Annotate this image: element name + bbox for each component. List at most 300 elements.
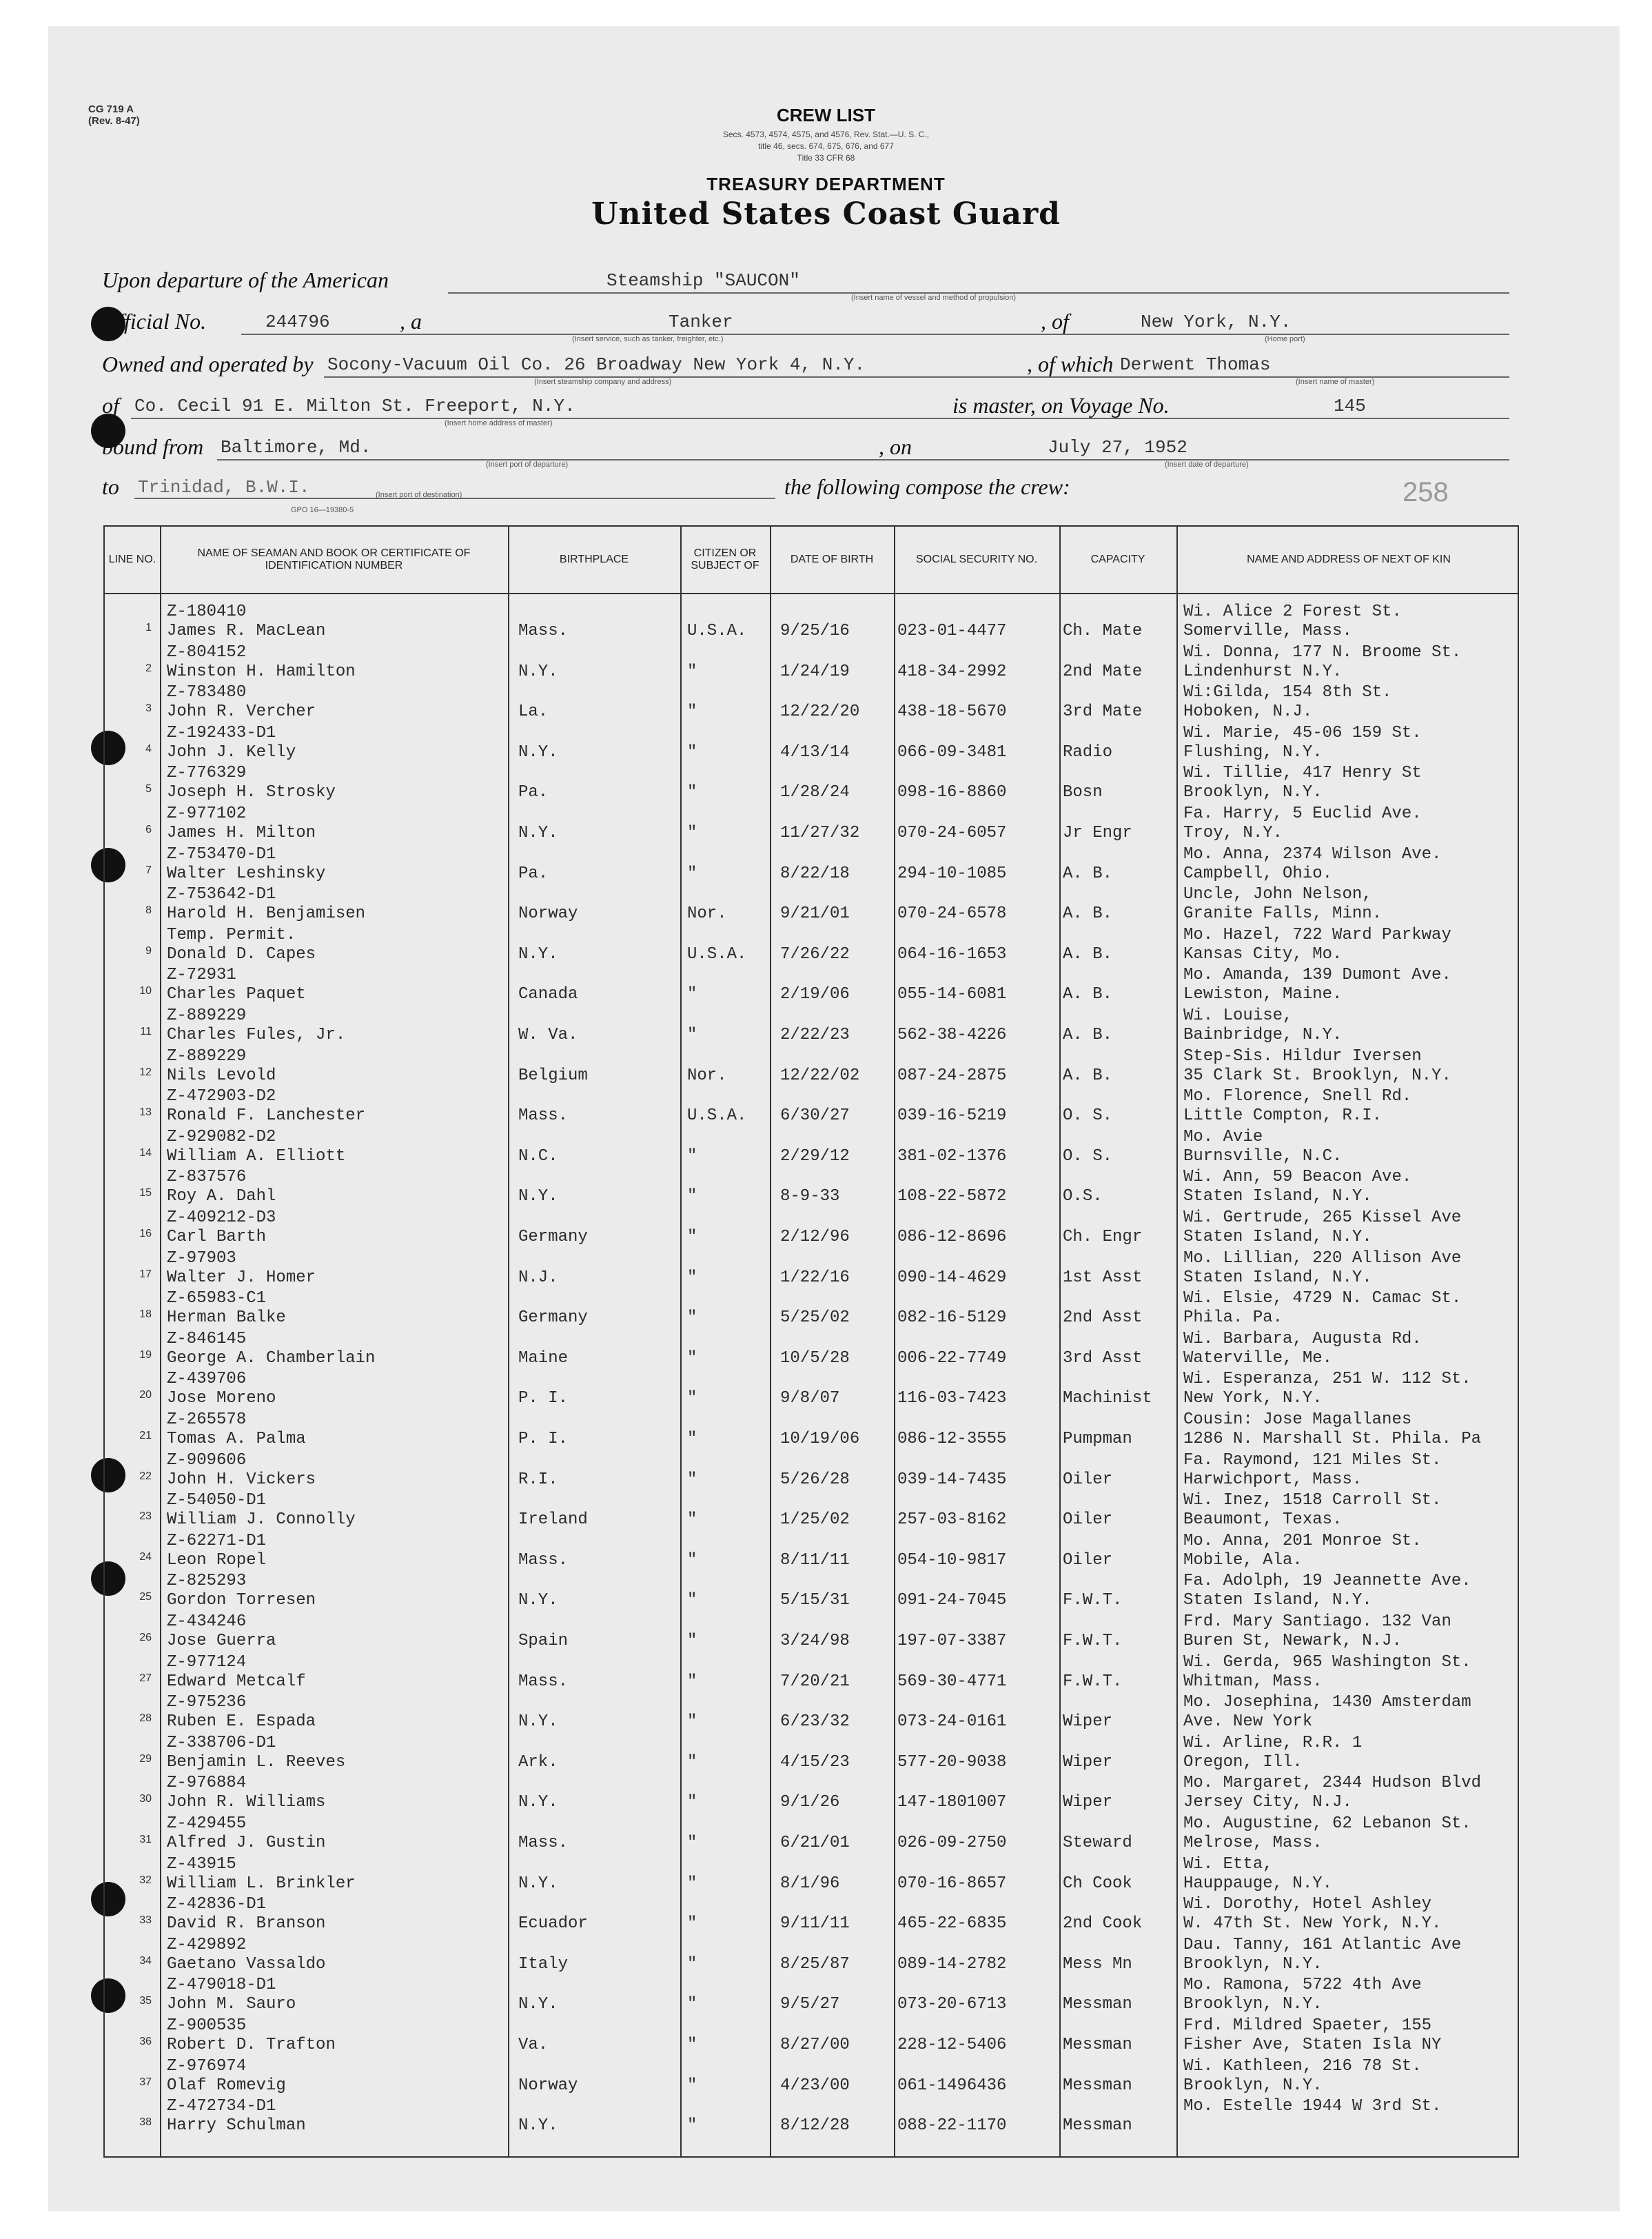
next-of-kin-line2: Jersey City, N.J. [1183,1793,1352,1812]
citizenship: " [687,702,697,722]
crew-row [105,1086,1518,1126]
seaman-name: Harold H. Benjamisen [167,904,366,924]
seaman-name: James R. MacLean [167,622,326,640]
crew-row [105,642,1518,682]
date-of-birth: 2/12/96 [780,1228,850,1246]
crew-row [105,924,1518,964]
crew-row [105,1005,1518,1045]
next-of-kin-line2: Beaumont, Texas. [1183,1510,1343,1530]
seaman-book-number: Temp. Permit. [167,925,296,944]
capacity: Radio [1063,742,1113,762]
master-name: Derwent Thomas [1120,354,1271,375]
birthplace: N.Y. [518,1995,558,2014]
seaman-name: Roy A. Dahl [167,1187,276,1206]
social-security-number: 087-24-2875 [897,1066,1007,1085]
next-of-kin-line1: Wi. Gertrude, 265 Kissel Ave [1183,1208,1462,1227]
citizenship: " [687,1672,697,1691]
social-security-number: 089-14-2782 [897,1954,1007,1974]
next-of-kin-line1: Fa. Raymond, 121 Miles St. [1183,1450,1442,1470]
capacity: Messman [1063,2116,1132,2136]
line-number: 18 [139,1308,152,1321]
destination-port: Trinidad, B.W.I. [138,477,310,498]
birthplace: N.Y. [518,742,558,762]
agency-heading: United States Coast Guard [591,196,1061,232]
social-security-number: 073-24-0161 [897,1712,1007,1732]
citizenship: " [687,1026,697,1044]
social-security-number: 116-03-7423 [897,1389,1007,1408]
date-of-birth: 8/12/28 [780,2116,850,2136]
citizenship: " [687,1470,697,1489]
citizenship: " [687,1793,697,1812]
crew-row [105,2096,1518,2136]
next-of-kin-line2: Melrose, Mass. [1183,1834,1323,1852]
seaman-book-number: Z-909606 [167,1450,247,1470]
capacity: Messman [1063,2076,1132,2095]
date-of-birth: 1/22/16 [780,1268,850,1287]
social-security-number: 228-12-5406 [897,2036,1007,2054]
voyage-label: is master, on Voyage No. [952,393,1170,418]
date-of-birth: 10/19/06 [780,1430,860,1448]
citizenship: " [687,1632,697,1650]
birthplace: P. I. [518,1389,569,1408]
capacity: O. S. [1063,1146,1113,1166]
date-of-birth: 4/23/00 [780,2076,850,2095]
birthplace: Mass. [518,1672,569,1691]
line-number: 25 [139,1591,152,1603]
next-of-kin-line1: Mo. Anna, 201 Monroe St. [1183,1531,1422,1550]
home-port-hint: (Home port) [1265,335,1305,343]
seaman-name: Winston H. Hamilton [167,662,356,681]
next-of-kin-line1: Mo. Hazel, 722 Ward Parkway [1183,925,1451,944]
seaman-name: John J. Kelly [167,742,296,762]
capacity: Steward [1063,1834,1132,1852]
seaman-book-number: Z-753642-D1 [167,885,276,904]
next-of-kin-line1: Uncle, John Nelson, [1183,885,1372,904]
social-security-number: 147-1801007 [897,1793,1007,1812]
capacity: A. B. [1063,1066,1113,1085]
col-birthplace: BIRTHPLACE [559,554,629,565]
date-of-birth: 11/27/32 [780,824,860,842]
capacity: Bosn [1063,783,1103,802]
seaman-name: Alfred J. Gustin [167,1834,326,1852]
seaman-book-number: Z-804152 [167,642,247,662]
seaman-name: Jose Moreno [167,1389,276,1408]
citizenship: " [687,1510,697,1530]
line-number: 2 [145,662,152,674]
seaman-name: George A. Chamberlain [167,1348,376,1368]
social-security-number: 055-14-6081 [897,985,1007,1004]
next-of-kin-line1: Wi. Donna, 177 N. Broome St. [1183,642,1462,662]
social-security-number: 023-01-4477 [897,622,1007,640]
crew-row [105,844,1518,884]
date-of-birth: 5/15/31 [780,1591,850,1610]
which-label: , of which [1027,352,1114,376]
seaman-book-number: Z-72931 [167,966,236,985]
capacity: Pumpman [1063,1430,1132,1448]
crew-row [105,1288,1518,1328]
line-number: 22 [139,1470,152,1482]
seaman-name: William J. Connolly [167,1510,356,1530]
master-address-hint: (Insert home address of master) [445,419,553,427]
capacity: 3rd Asst [1063,1348,1143,1368]
social-security-number: 098-16-8860 [897,783,1007,802]
birthplace: Italy [518,1954,569,1974]
line-number: 7 [145,864,152,876]
next-of-kin-line1: Mo. Augustine, 62 Lebanon St. [1183,1814,1471,1833]
of2-label: of [102,393,119,418]
next-of-kin-line1: Wi:Gilda, 154 8th St. [1183,683,1392,702]
social-security-number: 197-07-3387 [897,1632,1007,1650]
citizenship: " [687,2116,697,2136]
line-number: 20 [139,1389,152,1401]
next-of-kin-line2: Lewiston, Maine. [1183,985,1343,1004]
birthplace: Norway [518,904,578,924]
birthplace: Ireland [518,1510,588,1530]
line-number: 19 [139,1348,152,1361]
to-label: to [102,474,119,499]
next-of-kin-line2: Harwichport, Mass. [1183,1470,1363,1489]
crew-row [105,1854,1518,1894]
seaman-book-number: Z-192433-D1 [167,723,276,742]
birthplace: R.I. [518,1470,558,1489]
crew-row [105,1530,1518,1570]
date-of-birth: 8/22/18 [780,864,850,883]
birthplace: Mass. [518,1550,569,1570]
next-of-kin-line2: Lindenhurst N.Y. [1183,662,1343,681]
social-security-number: 577-20-9038 [897,1752,1007,1772]
next-of-kin-line1: Frd. Mary Santiago. 132 Van [1183,1612,1451,1631]
line-number: 30 [139,1793,152,1805]
seaman-book-number: Z-776329 [167,764,247,783]
col-name-of-seaman: NAME OF SEAMAN AND BOOK OR CERTIFICATE OF IDENTIFICATION NUMBER [197,547,471,571]
col-date-of-birth: DATE OF BIRTH [790,554,874,565]
seaman-name: Ronald F. Lanchester [167,1106,366,1126]
citizenship: " [687,1954,697,1974]
next-of-kin-line1: Fa. Adolph, 19 Jeannette Ave. [1183,1572,1471,1591]
crew-row [105,1248,1518,1288]
crew-row [105,1046,1518,1086]
next-of-kin-line1: Wi. Elsie, 4729 N. Camac St. [1183,1289,1462,1308]
seaman-name: Jose Guerra [167,1632,276,1650]
crew-row [105,1934,1518,1974]
birthplace: N.Y. [518,662,558,681]
birthplace: N.C. [518,1146,558,1166]
next-of-kin-line2: Granite Falls, Minn. [1183,904,1383,924]
crew-row [105,2056,1518,2096]
a-label: , a [400,309,422,334]
crew-row [105,1772,1518,1812]
seaman-book-number: Z-43915 [167,1854,236,1874]
form-code-line2: (Rev. 8-47) [88,115,140,127]
citizenship: " [687,783,697,802]
seaman-name: Walter Leshinsky [167,864,326,883]
social-security-number: 006-22-7749 [897,1348,1007,1368]
crew-row [105,884,1518,924]
capacity: O.S. [1063,1187,1103,1206]
next-of-kin-line2: Brooklyn, N.Y. [1183,783,1323,802]
citizenship: " [687,1268,697,1287]
next-of-kin-line1: Wi. Marie, 45-06 159 St. [1183,723,1422,742]
seaman-name: Robert D. Trafton [167,2036,336,2054]
company-name: Socony-Vacuum Oil Co. 26 Broadway New York 4, N.Y. [327,354,866,375]
social-security-number: 086-12-8696 [897,1228,1007,1246]
crew-row [105,1207,1518,1247]
crew-row [105,1166,1518,1206]
social-security-number: 066-09-3481 [897,742,1007,762]
birthplace: Mass. [518,1106,569,1126]
date-of-birth: 10/5/28 [780,1348,850,1368]
crew-row [105,1732,1518,1772]
social-security-number: 569-30-4771 [897,1672,1007,1691]
date-of-birth: 7/26/22 [780,944,850,964]
birthplace: N.Y. [518,944,558,964]
date-of-birth: 3/24/98 [780,1632,850,1650]
on-label: , on [879,434,912,459]
next-of-kin-line2: Somerville, Mass. [1183,622,1352,640]
gpo-note: GPO 16—19380-5 [291,506,354,514]
capacity: F.W.T. [1063,1632,1123,1650]
seaman-name: Ruben E. Espada [167,1712,316,1732]
seaman-book-number: Z-409212-D3 [167,1208,276,1227]
date-of-birth: 9/21/01 [780,904,850,924]
next-of-kin-line2: Little Compton, R.I. [1183,1106,1383,1126]
date-of-birth: 12/22/20 [780,702,860,722]
seaman-book-number: Z-472903-D2 [167,1087,276,1106]
line-number: 36 [139,2036,152,2047]
seaman-book-number: Z-783480 [167,683,247,702]
line-number: 37 [139,2076,152,2088]
citizenship: " [687,864,697,883]
seaman-name: Charles Paquet [167,985,306,1004]
date-of-birth: 12/22/02 [780,1066,860,1085]
col-social-security: SOCIAL SECURITY NO. [915,554,1038,565]
line-number: 3 [145,702,152,715]
page-mark: 258 [1403,477,1449,507]
crew-row [105,682,1518,722]
next-of-kin-line1: Wi. Tillie, 417 Henry St [1183,764,1422,783]
line-number: 32 [139,1874,152,1886]
social-security-number: 091-24-7045 [897,1591,1007,1610]
next-of-kin-line2: Phila. Pa. [1183,1308,1283,1328]
birthplace: P. I. [518,1430,569,1448]
next-of-kin-line2: Bainbridge, N.Y. [1183,1026,1343,1044]
capacity: Ch. Mate [1063,622,1143,640]
seaman-book-number: Z-265578 [167,1410,247,1429]
next-of-kin-line1: Dau. Tanny, 161 Atlantic Ave [1183,1935,1462,1954]
line-number: 17 [139,1268,152,1280]
social-security-number: 039-14-7435 [897,1470,1007,1489]
company-hint: (Insert steamship company and address) [534,378,672,386]
next-of-kin-line2: Burnsville, N.C. [1183,1146,1343,1166]
citation-line1: Secs. 4573, 4574, 4575, and 4576, Rev. Stat.—U. S. C., [722,130,930,139]
date-of-birth: 9/25/16 [780,622,850,640]
seaman-name: Leon Ropel [167,1550,267,1570]
birthplace: Maine [518,1348,569,1368]
social-security-number: 082-16-5129 [897,1308,1007,1328]
next-of-kin-line1: Mo. Margaret, 2344 Hudson Blvd [1183,1774,1482,1793]
citizenship: " [687,1389,697,1408]
crew-row [105,1652,1518,1692]
date-of-birth: 9/8/07 [780,1389,840,1408]
seaman-book-number: Z-479018-D1 [167,1976,276,1995]
next-of-kin-line1: Wi. Esperanza, 251 W. 112 St. [1183,1370,1471,1389]
birthplace: N.J. [518,1268,558,1287]
crew-row [105,1692,1518,1732]
capacity: 2nd Cook [1063,1914,1143,1934]
col-capacity: CAPACITY [1090,554,1145,565]
col-citizen: CITIZEN OR SUBJECT OF [691,547,759,571]
seaman-name: David R. Branson [167,1914,326,1934]
next-of-kin-line1: Mo. Florence, Snell Rd. [1183,1087,1412,1106]
vessel-name: Steamship "SAUCON" [606,270,800,291]
citizenship: U.S.A. [687,1106,747,1126]
social-security-number: 090-14-4629 [897,1268,1007,1287]
capacity: Wiper [1063,1793,1113,1812]
social-security-number: 381-02-1376 [897,1146,1007,1166]
capacity: F.W.T. [1063,1591,1123,1610]
date-of-birth: 6/21/01 [780,1834,850,1852]
social-security-number: 064-16-1653 [897,944,1007,964]
capacity: Oiler [1063,1470,1113,1489]
capacity: A. B. [1063,904,1113,924]
next-of-kin-line1: Wi. Inez, 1518 Carroll St. [1183,1491,1442,1510]
line-number: 33 [139,1914,152,1927]
next-of-kin-line2: Campbell, Ohio. [1183,864,1333,883]
crew-row [105,964,1518,1004]
crew-row [105,762,1518,802]
seaman-book-number: Z-976974 [167,2056,247,2076]
citizenship: " [687,1874,697,1893]
next-of-kin-line1: Wi. Dorothy, Hotel Ashley [1183,1895,1432,1914]
crew-row [105,1450,1518,1490]
seaman-book-number: Z-429455 [167,1814,247,1833]
departure-port: Baltimore, Md. [221,437,371,458]
date-of-birth: 8/27/00 [780,2036,850,2054]
line-number: 5 [145,783,152,796]
vessel-hint: (Insert name of vessel and method of propulsion) [851,294,1017,302]
citation-line3: Title 33 CFR 68 [797,153,855,163]
citizenship: U.S.A. [687,944,747,964]
capacity: F.W.T. [1063,1672,1123,1691]
departure-label: Upon departure of the American [102,267,389,292]
crew-row [105,1126,1518,1166]
capacity: Wiper [1063,1712,1113,1732]
seaman-book-number: Z-472734-D1 [167,2097,276,2116]
crew-row [105,803,1518,843]
social-security-number: 070-24-6578 [897,904,1007,924]
seaman-book-number: Z-977124 [167,1652,247,1672]
next-of-kin-line1: Mo. Lillian, 220 Allison Ave [1183,1248,1462,1268]
seaman-name: William A. Elliott [167,1146,346,1166]
capacity: Ch. Engr [1063,1228,1143,1246]
seaman-book-number: Z-977102 [167,804,247,823]
line-number: 15 [139,1187,152,1199]
citizenship: " [687,1550,697,1570]
next-of-kin-line2: Staten Island, N.Y. [1183,1228,1372,1246]
seaman-name: Herman Balke [167,1308,286,1328]
seaman-name: Gordon Torresen [167,1591,316,1610]
line-number: 21 [139,1430,152,1441]
seaman-book-number: Z-837576 [167,1168,247,1187]
social-security-number: 061-1496436 [897,2076,1007,2095]
next-of-kin-line2: Staten Island, N.Y. [1183,1591,1372,1610]
citizenship: Nor. [687,1066,727,1085]
seaman-name: Carl Barth [167,1228,267,1246]
destination-hint: (Insert port of destination) [376,491,462,499]
date-of-birth: 4/15/23 [780,1752,850,1772]
seaman-name: John R. Vercher [167,702,316,722]
seaman-name: James H. Milton [167,824,316,842]
line-number: 16 [139,1228,152,1239]
home-port: New York, N.Y. [1141,312,1292,332]
birthplace: Va. [518,2036,549,2054]
next-of-kin-line1: Mo. Ramona, 5722 4th Ave [1183,1976,1422,1995]
line-number: 9 [145,944,152,957]
seaman-book-number: Z-42836-D1 [167,1895,267,1914]
capacity: Oiler [1063,1550,1113,1570]
citizenship: " [687,824,697,842]
next-of-kin-line1: Wi. Gerda, 965 Washington St. [1183,1652,1471,1672]
next-of-kin-line2: 35 Clark St. Brooklyn, N.Y. [1183,1066,1451,1085]
citizenship: " [687,1752,697,1772]
birthplace: N.Y. [518,1793,558,1812]
line-number: 27 [139,1672,152,1684]
birthplace: N.Y. [518,1591,558,1610]
social-security-number: 562-38-4226 [897,1026,1007,1044]
line-number: 24 [139,1550,152,1563]
next-of-kin-line2: 1286 N. Marshall St. Phila. Pa [1183,1430,1482,1448]
capacity: A. B. [1063,864,1113,883]
crew-row [105,601,1518,641]
crew-row [105,722,1518,762]
seaman-book-number: Z-439706 [167,1370,247,1389]
seaman-book-number: Z-54050-D1 [167,1491,267,1510]
birthplace: Germany [518,1228,588,1246]
capacity: 3rd Mate [1063,702,1143,722]
capacity: Messman [1063,2036,1132,2054]
capacity: 2nd Asst [1063,1308,1143,1328]
next-of-kin-line1: Wi. Ann, 59 Beacon Ave. [1183,1168,1412,1187]
seaman-book-number: Z-889229 [167,1046,247,1066]
seaman-book-number: Z-65983-C1 [167,1289,267,1308]
date-of-birth: 2/29/12 [780,1146,850,1166]
seaman-book-number: Z-753470-D1 [167,844,276,864]
birthplace: Ark. [518,1752,558,1772]
social-security-number: 257-03-8162 [897,1510,1007,1530]
birthplace: Spain [518,1632,569,1650]
birthplace: La. [518,702,549,722]
seaman-name: Gaetano Vassaldo [167,1954,326,1974]
next-of-kin-line2: Kansas City, Mo. [1183,944,1343,964]
line-number: 6 [145,824,152,835]
departure-date-hint: (Insert date of departure) [1165,460,1249,469]
crew-row [105,2015,1518,2055]
next-of-kin-line2: Buren St, Newark, N.J. [1183,1632,1402,1650]
birthplace: Mass. [518,1834,569,1852]
line-number: 12 [139,1066,152,1078]
citation-line2: title 46, secs. 674, 675, 676, and 677 [758,141,894,151]
next-of-kin-line1: Step-Sis. Hildur Iversen [1183,1046,1422,1066]
next-of-kin-line1: Wi. Louise, [1183,1006,1293,1025]
date-of-birth: 5/25/02 [780,1308,850,1328]
citizenship: " [687,1712,697,1732]
seaman-name: Harry Schulman [167,2116,306,2136]
line-number: 29 [139,1752,152,1765]
date-of-birth: 8-9-33 [780,1187,840,1206]
date-of-birth: 8/11/11 [780,1550,850,1570]
next-of-kin-line2: Brooklyn, N.Y. [1183,2076,1323,2095]
date-of-birth: 2/22/23 [780,1026,850,1044]
